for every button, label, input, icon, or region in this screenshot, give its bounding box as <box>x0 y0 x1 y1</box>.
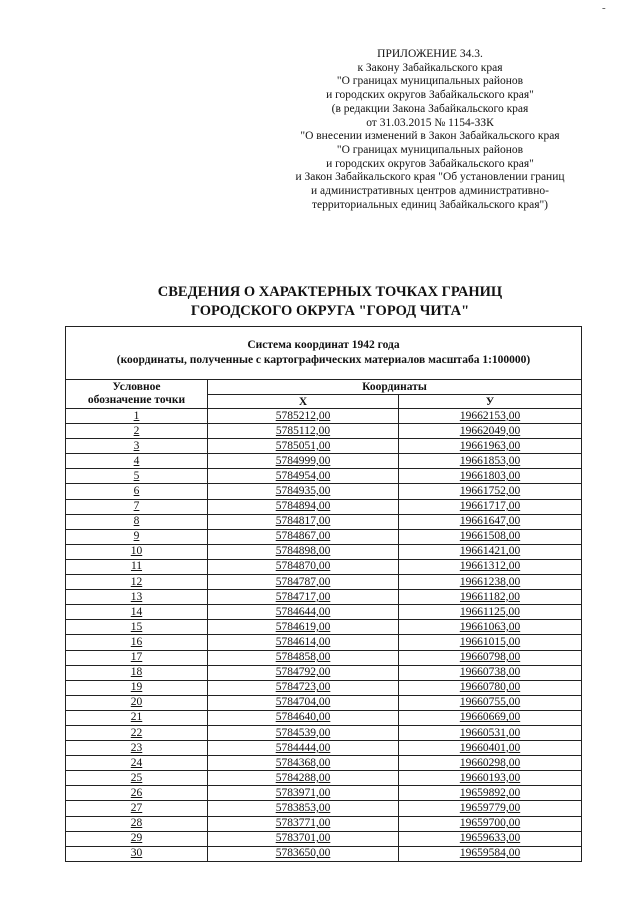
point-number-cell <box>66 665 208 680</box>
x-coordinate-cell <box>208 725 399 740</box>
point-number-cell-text: 3 <box>133 439 140 452</box>
y-coordinate-cell <box>399 786 582 801</box>
appendix-header-line: и городских округов Забайкальского края" <box>326 89 534 102</box>
y-column-header: У <box>399 395 582 409</box>
x-coordinate-cell <box>208 484 399 499</box>
x-coordinate-cell-text: 5785212,00 <box>275 409 331 422</box>
x-coordinate-cell <box>208 831 399 846</box>
table-row <box>66 695 582 710</box>
x-coordinate-cell-text: 5783701,00 <box>275 832 331 845</box>
point-number-cell <box>66 499 208 514</box>
x-coordinate-cell <box>208 801 399 816</box>
point-number-cell-text: 27 <box>130 801 143 814</box>
point-number-cell <box>66 741 208 756</box>
y-coordinate-cell-text: 19661717,00 <box>459 500 521 513</box>
point-number-cell-text: 10 <box>130 545 143 558</box>
y-coordinate-cell-text: 19659700,00 <box>459 817 521 830</box>
appendix-header-line: (в редакции Закона Забайкальского края <box>331 102 529 115</box>
point-number-cell <box>66 831 208 846</box>
x-coordinate-cell <box>208 559 399 574</box>
x-coordinate-cell <box>208 756 399 771</box>
x-coordinate-cell-text: 5784539,00 <box>275 726 331 739</box>
point-number-cell-text: 12 <box>130 575 143 588</box>
x-coordinate-cell-text: 5784704,00 <box>275 696 331 709</box>
point-number-cell <box>66 695 208 710</box>
y-coordinate-cell <box>399 831 582 846</box>
point-number-cell-text: 13 <box>130 590 143 603</box>
y-coordinate-cell <box>399 710 582 725</box>
point-number-cell-text: 4 <box>133 454 140 467</box>
x-coordinate-cell-text: 5784858,00 <box>275 651 331 664</box>
x-coordinate-cell <box>208 846 399 861</box>
table-row <box>66 650 582 665</box>
y-coordinate-cell-text: 19661015,00 <box>459 635 521 648</box>
x-coordinate-cell-text: 5783971,00 <box>275 786 331 799</box>
table-row <box>66 741 582 756</box>
x-coordinate-cell-text: 5784368,00 <box>275 756 331 769</box>
y-coordinate-cell-text: 19662153,00 <box>459 409 521 422</box>
y-coordinate-cell-text: 19661508,00 <box>459 530 521 543</box>
point-number-cell-text: 11 <box>130 560 143 573</box>
point-number-cell-text: 5 <box>133 469 140 482</box>
y-coordinate-cell <box>399 454 582 469</box>
table-row <box>66 575 582 590</box>
x-coordinate-cell <box>208 529 399 544</box>
x-coordinate-cell-text: 5784954,00 <box>275 469 331 482</box>
x-coordinate-cell-text: 5784614,00 <box>275 635 331 648</box>
x-coordinate-cell-text: 5785112,00 <box>275 424 331 437</box>
y-coordinate-cell <box>399 620 582 635</box>
x-coordinate-cell-text: 5784817,00 <box>275 515 331 528</box>
table-row <box>66 409 582 424</box>
table-row <box>66 801 582 816</box>
point-number-cell-text: 29 <box>130 832 143 845</box>
point-number-cell <box>66 484 208 499</box>
x-coordinate-cell <box>208 665 399 680</box>
y-coordinate-cell-text: 19660401,00 <box>459 741 521 754</box>
x-coordinate-cell <box>208 680 399 695</box>
point-number-cell <box>66 424 208 439</box>
point-number-cell <box>66 650 208 665</box>
x-coordinate-cell-text: 5784894,00 <box>275 500 331 513</box>
y-coordinate-cell-text: 19660669,00 <box>459 711 521 724</box>
x-coordinate-cell-text: 5783650,00 <box>275 847 331 860</box>
x-coordinate-cell <box>208 409 399 424</box>
coordinates-table <box>65 326 582 862</box>
point-number-cell <box>66 605 208 620</box>
y-coordinate-cell-text: 19659584,00 <box>459 847 521 860</box>
point-number-cell-text: 7 <box>133 500 140 513</box>
y-coordinate-cell-text: 19660298,00 <box>459 756 521 769</box>
point-number-cell-text: 6 <box>133 485 140 498</box>
y-coordinate-cell <box>399 499 582 514</box>
point-number-cell <box>66 710 208 725</box>
table-row <box>66 665 582 680</box>
appendix-header <box>275 48 585 212</box>
x-coordinate-cell <box>208 514 399 529</box>
y-coordinate-cell-text: 19661853,00 <box>459 454 521 467</box>
y-coordinate-cell <box>399 575 582 590</box>
point-number-cell-text: 26 <box>130 786 143 799</box>
x-coordinate-cell-text: 5784870,00 <box>275 560 331 573</box>
point-number-cell-text: 17 <box>130 651 143 664</box>
point-number-cell-text: 30 <box>130 847 143 860</box>
x-coordinate-cell <box>208 469 399 484</box>
x-coordinate-cell <box>208 786 399 801</box>
point-header-line-2: обозначение точки <box>87 394 186 406</box>
appendix-header-line: "О границах муниципальных районов <box>336 75 524 88</box>
y-coordinate-cell <box>399 409 582 424</box>
point-number-cell <box>66 680 208 695</box>
x-coordinate-cell <box>208 439 399 454</box>
y-coordinate-cell <box>399 514 582 529</box>
x-coordinate-cell-text: 5784640,00 <box>275 711 331 724</box>
table-row <box>66 469 582 484</box>
y-coordinate-cell-text: 19659892,00 <box>459 786 521 799</box>
table-row <box>66 559 582 574</box>
x-coordinate-cell <box>208 499 399 514</box>
point-number-cell-text: 23 <box>130 741 143 754</box>
document-title <box>80 283 580 321</box>
appendix-header-line: и Закон Забайкальского края "Об установлении границ <box>295 171 565 184</box>
point-number-cell-text: 24 <box>130 756 143 769</box>
x-coordinate-cell <box>208 710 399 725</box>
y-coordinate-cell <box>399 484 582 499</box>
x-coordinate-cell <box>208 454 399 469</box>
y-coordinate-cell-text: 19661803,00 <box>459 469 521 482</box>
x-coordinate-cell-text: 5784444,00 <box>275 741 331 754</box>
y-coordinate-cell-text: 19660193,00 <box>459 771 521 784</box>
appendix-header-line: от 31.03.2015 № 1154-ЗЗК <box>366 116 494 129</box>
point-number-cell-text: 14 <box>130 605 143 618</box>
y-coordinate-cell <box>399 424 582 439</box>
table-row <box>66 771 582 786</box>
x-coordinate-cell <box>208 816 399 831</box>
y-coordinate-cell <box>399 544 582 559</box>
point-number-cell <box>66 771 208 786</box>
coordinate-system-header <box>66 327 582 380</box>
y-coordinate-cell-text: 19661238,00 <box>459 575 521 588</box>
x-coordinate-cell <box>208 635 399 650</box>
point-number-cell-text: 16 <box>130 635 143 648</box>
table-row <box>66 605 582 620</box>
x-coordinate-cell <box>208 771 399 786</box>
x-coordinate-cell-text: 5784717,00 <box>275 590 331 603</box>
x-coordinate-cell <box>208 424 399 439</box>
y-coordinate-cell <box>399 771 582 786</box>
y-coordinate-cell-text: 19661312,00 <box>459 560 521 573</box>
point-number-cell <box>66 529 208 544</box>
x-coordinate-cell-text: 5783771,00 <box>275 817 331 830</box>
table-body <box>66 409 582 862</box>
x-coordinate-cell-text: 5784999,00 <box>275 454 331 467</box>
point-designation-header <box>66 380 208 409</box>
y-coordinate-cell-text: 19660755,00 <box>459 696 521 709</box>
point-number-cell <box>66 801 208 816</box>
y-coordinate-cell-text: 19660531,00 <box>459 726 521 739</box>
table-row <box>66 484 582 499</box>
table-row <box>66 831 582 846</box>
y-coordinate-cell-text: 19661963,00 <box>459 439 521 452</box>
y-coordinate-cell-text: 19660780,00 <box>459 681 521 694</box>
table-row <box>66 846 582 861</box>
x-coordinate-cell <box>208 650 399 665</box>
coordinate-system-note: (координаты, полученные с картографических материалов масштаба 1:100000) <box>116 354 531 366</box>
appendix-header-line: ПРИЛОЖЕНИЕ 34.3. <box>377 48 483 60</box>
page-corner-mark: - <box>602 2 606 14</box>
x-coordinate-cell-text: 5784867,00 <box>275 530 331 543</box>
appendix-header-line: "О границах муниципальных районов <box>336 143 524 156</box>
table-row <box>66 529 582 544</box>
y-coordinate-cell <box>399 650 582 665</box>
y-coordinate-cell-text: 19662049,00 <box>459 424 521 437</box>
x-coordinate-cell <box>208 741 399 756</box>
point-number-cell <box>66 620 208 635</box>
y-coordinate-cell-text: 19660798,00 <box>459 651 521 664</box>
appendix-header-line: и городских округов Забайкальского края" <box>326 157 534 170</box>
y-coordinate-cell-text: 19661125,00 <box>460 605 520 618</box>
point-number-cell <box>66 816 208 831</box>
table-row <box>66 544 582 559</box>
point-number-cell <box>66 590 208 605</box>
coordinates-header: Координаты <box>208 380 582 395</box>
point-number-cell-text: 22 <box>130 726 143 739</box>
coordinate-system-name: Система координат 1942 года <box>247 339 400 351</box>
y-coordinate-cell-text: 19659779,00 <box>459 801 521 814</box>
appendix-header-line: "О внесении изменений в Закон Забайкальского края <box>300 130 560 143</box>
point-number-cell-text: 2 <box>133 424 140 437</box>
x-coordinate-cell-text: 5784619,00 <box>275 620 331 633</box>
point-number-cell <box>66 786 208 801</box>
point-number-cell <box>66 514 208 529</box>
table-row <box>66 590 582 605</box>
y-coordinate-cell <box>399 665 582 680</box>
appendix-header-line: территориальных единиц Забайкальского края") <box>311 198 549 211</box>
point-number-cell <box>66 559 208 574</box>
x-coordinate-cell-text: 5784723,00 <box>275 681 331 694</box>
table-row <box>66 816 582 831</box>
table-row <box>66 620 582 635</box>
y-coordinate-cell <box>399 605 582 620</box>
table-row <box>66 680 582 695</box>
point-number-cell-text: 15 <box>130 620 143 633</box>
y-coordinate-cell <box>399 680 582 695</box>
x-coordinate-cell-text: 5784792,00 <box>275 666 331 679</box>
x-coordinate-cell-text: 5784898,00 <box>275 545 331 558</box>
point-number-cell <box>66 635 208 650</box>
y-coordinate-cell <box>399 529 582 544</box>
y-coordinate-cell <box>399 590 582 605</box>
point-number-cell <box>66 409 208 424</box>
x-coordinate-cell-text: 5785051,00 <box>275 439 331 452</box>
point-number-cell-text: 21 <box>130 711 143 724</box>
table-row <box>66 424 582 439</box>
y-coordinate-cell <box>399 559 582 574</box>
y-coordinate-cell <box>399 846 582 861</box>
x-coordinate-cell-text: 5783853,00 <box>275 801 331 814</box>
x-coordinate-cell <box>208 575 399 590</box>
point-number-cell <box>66 846 208 861</box>
y-coordinate-cell <box>399 725 582 740</box>
x-coordinate-cell <box>208 544 399 559</box>
table-row <box>66 635 582 650</box>
point-number-cell <box>66 454 208 469</box>
y-coordinate-cell <box>399 469 582 484</box>
table-row <box>66 514 582 529</box>
y-coordinate-cell <box>399 816 582 831</box>
y-coordinate-cell-text: 19661752,00 <box>459 485 521 498</box>
table-row <box>66 454 582 469</box>
y-coordinate-cell <box>399 439 582 454</box>
point-number-cell-text: 28 <box>130 817 143 830</box>
point-number-cell-text: 25 <box>130 771 143 784</box>
x-coordinate-cell-text: 5784787,00 <box>275 575 331 588</box>
appendix-header-line: и административных центров административно- <box>311 185 549 198</box>
document-title-line-2: ГОРОДСКОГО ОКРУГА "ГОРОД ЧИТА" <box>190 303 470 319</box>
y-coordinate-cell-text: 19661421,00 <box>459 545 521 558</box>
point-number-cell <box>66 575 208 590</box>
point-number-cell <box>66 725 208 740</box>
table-row <box>66 725 582 740</box>
table-row <box>66 439 582 454</box>
y-coordinate-cell-text: 19661647,00 <box>459 515 521 528</box>
x-coordinate-cell <box>208 695 399 710</box>
y-coordinate-cell-text: 19661182,00 <box>460 590 520 603</box>
point-number-cell <box>66 544 208 559</box>
point-header-line-1: Условное <box>112 381 161 393</box>
table-row <box>66 710 582 725</box>
y-coordinate-cell-text: 19661063,00 <box>459 620 521 633</box>
point-number-cell <box>66 469 208 484</box>
x-coordinate-cell <box>208 620 399 635</box>
table-row <box>66 499 582 514</box>
y-coordinate-cell-text: 19660738,00 <box>459 666 521 679</box>
point-number-cell-text: 1 <box>133 409 140 422</box>
x-coordinate-cell-text: 5784935,00 <box>275 485 331 498</box>
point-number-cell <box>66 439 208 454</box>
y-coordinate-cell-text: 19659633,00 <box>459 832 521 845</box>
point-number-cell-text: 9 <box>133 530 140 543</box>
y-coordinate-cell <box>399 801 582 816</box>
table-row <box>66 786 582 801</box>
x-column-header: X <box>208 395 399 409</box>
x-coordinate-cell <box>208 590 399 605</box>
y-coordinate-cell <box>399 756 582 771</box>
x-coordinate-cell-text: 5784644,00 <box>275 605 331 618</box>
point-number-cell-text: 8 <box>133 515 140 528</box>
y-coordinate-cell <box>399 635 582 650</box>
appendix-header-line: к Закону Забайкальского края <box>357 61 503 74</box>
x-coordinate-cell <box>208 605 399 620</box>
point-number-cell <box>66 756 208 771</box>
point-number-cell-text: 20 <box>130 696 143 709</box>
document-title-line-1: СВЕДЕНИЯ О ХАРАКТЕРНЫХ ТОЧКАХ ГРАНИЦ <box>157 284 503 300</box>
table-row <box>66 756 582 771</box>
y-coordinate-cell <box>399 741 582 756</box>
y-coordinate-cell <box>399 695 582 710</box>
point-number-cell-text: 18 <box>130 666 143 679</box>
point-number-cell-text: 19 <box>130 681 143 694</box>
x-coordinate-cell-text: 5784288,00 <box>275 771 331 784</box>
